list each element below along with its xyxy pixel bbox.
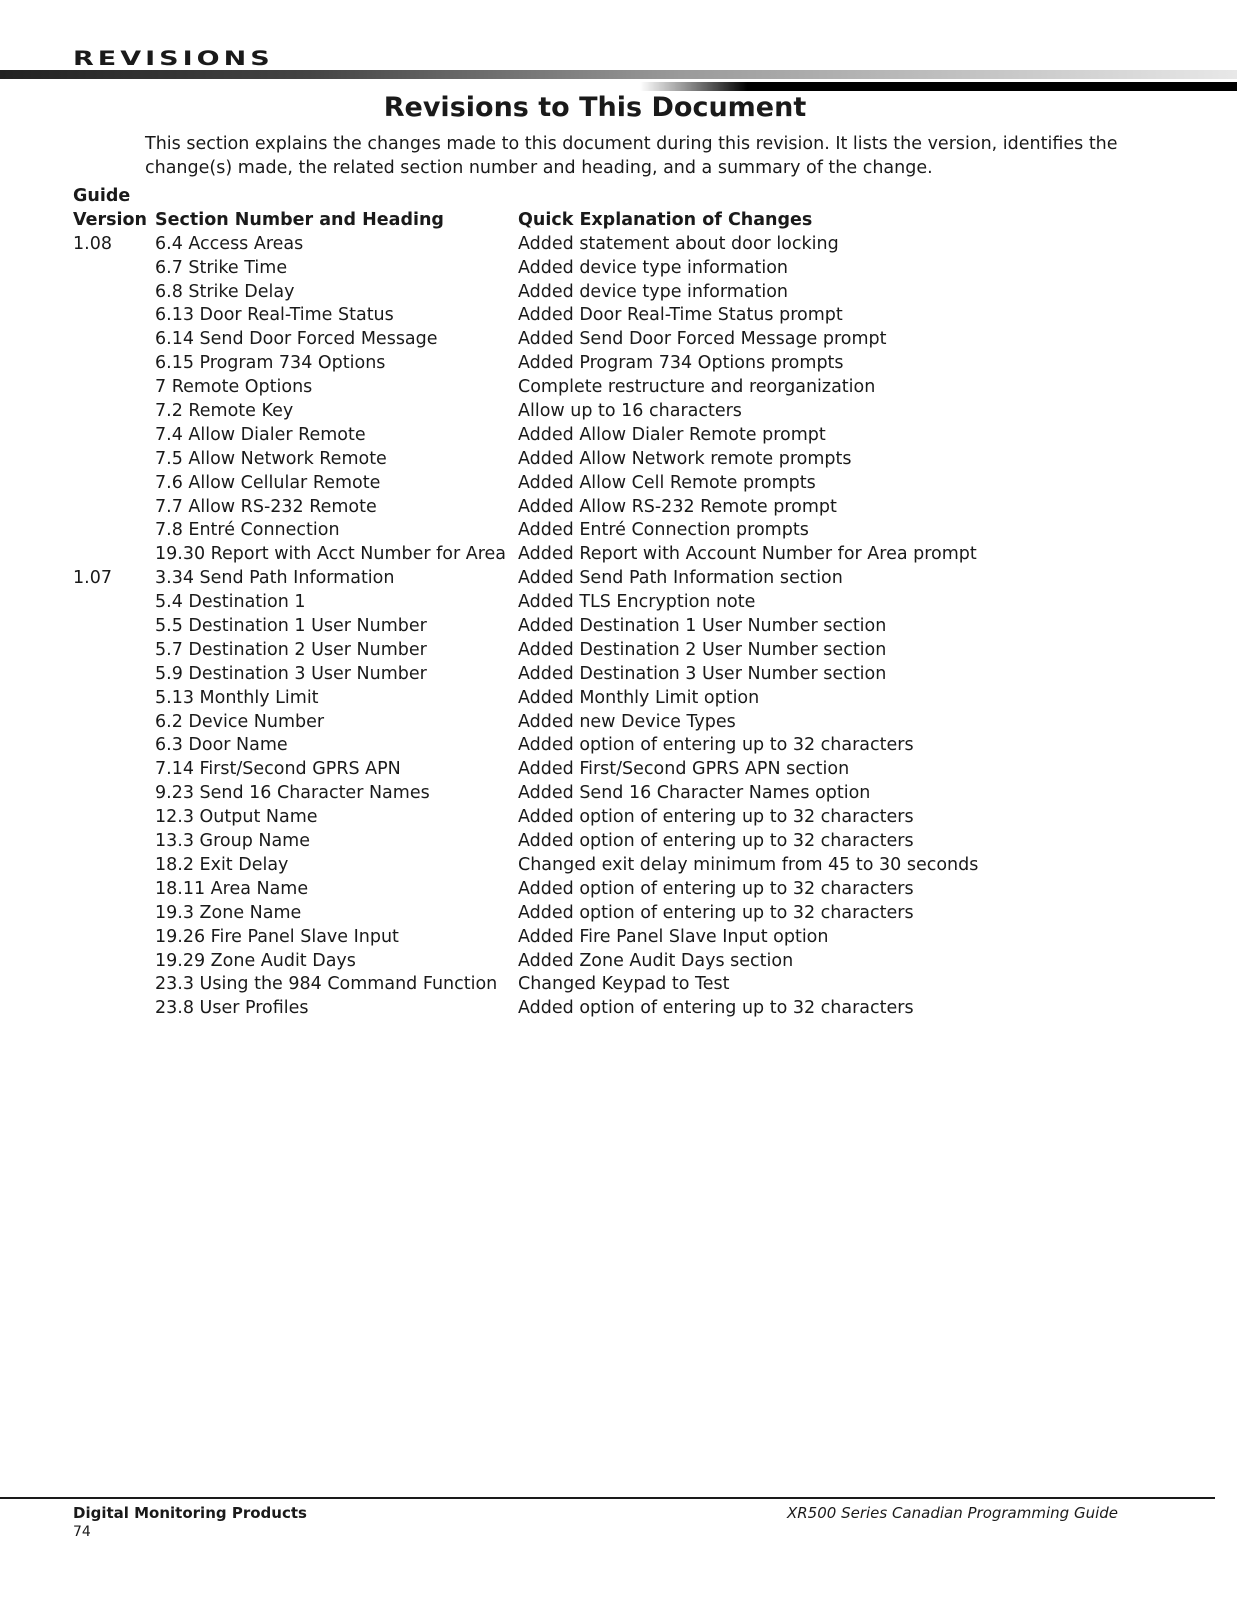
- row-section: 7.7 Allow RS-232 Remote: [155, 496, 377, 517]
- row-explanation: Added Allow Cell Remote prompts: [518, 472, 816, 493]
- row-section: 19.30 Report with Acct Number for Area: [155, 544, 507, 565]
- column-header-version-line2: Version: [73, 209, 147, 230]
- table-row: [73, 663, 1193, 687]
- column-header-version-line1: Guide: [73, 186, 131, 206]
- table-header-row-1: [73, 185, 1193, 209]
- table-row: [73, 328, 1193, 352]
- table-body: [73, 233, 1193, 1021]
- row-explanation: Added Destination 2 User Number section: [518, 639, 887, 660]
- row-explanation: Added Door Real-Time Status prompt: [518, 305, 843, 326]
- revisions-table: [73, 185, 1193, 1021]
- row-explanation: Added Destination 3 User Number section: [518, 663, 887, 684]
- row-section: 7.4 Allow Dialer Remote: [155, 424, 366, 445]
- row-explanation: Added Report with Account Number for Area prompt: [518, 544, 977, 565]
- table-row: [73, 615, 1193, 639]
- row-explanation: Added First/Second GPRS APN section: [518, 759, 850, 780]
- row-section: 13.3 Group Name: [155, 831, 310, 852]
- row-explanation: Added option of entering up to 32 characters: [518, 998, 914, 1019]
- row-explanation: Added statement about door locking: [518, 233, 839, 254]
- row-explanation: Added Fire Panel Slave Input option: [518, 926, 829, 947]
- table-row: [73, 567, 1193, 591]
- table-row: [73, 639, 1193, 663]
- row-section: 19.26 Fire Panel Slave Input: [155, 926, 399, 947]
- row-explanation: Added Destination 1 User Number section: [518, 616, 887, 637]
- row-section: 19.29 Zone Audit Days: [155, 950, 356, 971]
- row-section: 7.6 Allow Cellular Remote: [155, 472, 381, 493]
- row-explanation: Added Monthly Limit option: [518, 687, 760, 708]
- table-row: [73, 304, 1193, 328]
- row-explanation: Added option of entering up to 32 characters: [518, 878, 914, 899]
- table-row: [73, 591, 1193, 615]
- row-section: 7.2 Remote Key: [155, 401, 294, 422]
- table-row: [73, 424, 1193, 448]
- row-section: 3.34 Send Path Information: [155, 568, 395, 589]
- table-row: [73, 782, 1193, 806]
- row-explanation: Added device type information: [518, 257, 789, 278]
- section-banner: REVISIONS: [73, 47, 274, 70]
- footer-rule: [0, 1497, 1215, 1499]
- row-section: 5.7 Destination 2 User Number: [155, 639, 427, 660]
- row-explanation: Added Send 16 Character Names option: [518, 783, 871, 804]
- table-row: [73, 472, 1193, 496]
- table-row: [73, 926, 1193, 950]
- row-section: 6.2 Device Number: [155, 711, 325, 732]
- intro-paragraph: This section explains the changes made to this document during this revision. It lists the version, identifies the change(s) made, the related section number and heading, and a summary of the change.: [145, 134, 1118, 178]
- row-section: 6.3 Door Name: [155, 735, 288, 756]
- footer-company: Digital Monitoring Products: [73, 1504, 307, 1522]
- table-row: [73, 257, 1193, 281]
- row-explanation: Added new Device Types: [518, 711, 736, 732]
- row-explanation: Added TLS Encryption note: [518, 592, 756, 613]
- table-row: [73, 400, 1193, 424]
- row-section: 19.3 Zone Name: [155, 902, 302, 923]
- row-version: 1.08: [73, 233, 112, 254]
- footer-guide-title: XR500 Series Canadian Programming Guide: [786, 1504, 1118, 1522]
- table-row: [73, 233, 1193, 257]
- row-explanation: Added option of entering up to 32 characters: [518, 831, 914, 852]
- row-section: 18.11 Area Name: [155, 878, 309, 899]
- table-row: [73, 854, 1193, 878]
- row-explanation: Complete restructure and reorganization: [518, 377, 876, 398]
- row-section: 23.3 Using the 984 Command Function: [155, 974, 498, 995]
- row-explanation: Added device type information: [518, 281, 789, 302]
- row-section: 6.13 Door Real-Time Status: [155, 305, 394, 326]
- row-version: 1.07: [73, 568, 112, 589]
- row-explanation: Added Allow RS-232 Remote prompt: [518, 496, 837, 517]
- row-section: 9.23 Send 16 Character Names: [155, 783, 430, 804]
- row-section: 6.4 Access Areas: [155, 233, 304, 254]
- row-explanation: Added option of entering up to 32 characters: [518, 807, 914, 828]
- table-row: [73, 950, 1193, 974]
- row-section: 18.2 Exit Delay: [155, 854, 289, 875]
- table-row: [73, 997, 1193, 1021]
- table-row: [73, 376, 1193, 400]
- row-explanation: Changed Keypad to Test: [518, 974, 730, 995]
- row-explanation: Added option of entering up to 32 characters: [518, 902, 914, 923]
- table-row: [73, 973, 1193, 997]
- row-section: 23.8 User Profiles: [155, 998, 309, 1019]
- table-row: [73, 806, 1193, 830]
- column-header-section: Section Number and Heading: [155, 209, 444, 230]
- row-explanation: Added option of entering up to 32 characters: [518, 735, 914, 756]
- row-section: 6.7 Strike Time: [155, 257, 288, 278]
- header-gradient-rule: [0, 70, 1237, 79]
- table-header-row-2: [73, 209, 1193, 233]
- row-section: 5.5 Destination 1 User Number: [155, 616, 427, 637]
- row-section: 5.4 Destination 1: [155, 592, 306, 613]
- row-explanation: Added Send Path Information section: [518, 568, 843, 589]
- table-row: [73, 758, 1193, 782]
- row-explanation: Changed exit delay minimum from 45 to 30 seconds: [518, 854, 979, 875]
- table-row: [73, 448, 1193, 472]
- row-section: 12.3 Output Name: [155, 807, 318, 828]
- table-row: [73, 902, 1193, 926]
- table-row: [73, 352, 1193, 376]
- row-section: 7 Remote Options: [155, 377, 313, 398]
- row-explanation: Added Allow Dialer Remote prompt: [518, 424, 826, 445]
- table-row: [73, 543, 1193, 567]
- row-section: 6.8 Strike Delay: [155, 281, 295, 302]
- table-row: [73, 281, 1193, 305]
- row-explanation: Added Program 734 Options prompts: [518, 353, 844, 374]
- table-row: [73, 519, 1193, 543]
- table-row: [73, 711, 1193, 735]
- column-header-explanation: Quick Explanation of Changes: [518, 209, 813, 230]
- row-section: 7.14 First/Second GPRS APN: [155, 759, 401, 780]
- row-section: 5.9 Destination 3 User Number: [155, 663, 427, 684]
- footer-page-number: 74: [73, 1524, 91, 1540]
- row-section: 7.8 Entré Connection: [155, 520, 340, 541]
- page-header: [0, 0, 1237, 95]
- row-section: 7.5 Allow Network Remote: [155, 448, 387, 469]
- table-row: [73, 496, 1193, 520]
- row-explanation: Added Zone Audit Days section: [518, 950, 794, 971]
- row-section: 6.14 Send Door Forced Message: [155, 329, 438, 350]
- row-section: 6.15 Program 734 Options: [155, 353, 386, 374]
- row-explanation: Added Allow Network remote prompts: [518, 448, 852, 469]
- row-explanation: Allow up to 16 characters: [518, 401, 742, 422]
- page-title: Revisions to This Document: [383, 92, 807, 123]
- table-row: [73, 878, 1193, 902]
- table-row: [73, 830, 1193, 854]
- header-black-rule: [640, 82, 1237, 91]
- row-section: 5.13 Monthly Limit: [155, 687, 319, 708]
- row-explanation: Added Send Door Forced Message prompt: [518, 329, 887, 350]
- table-row: [73, 734, 1193, 758]
- table-row: [73, 687, 1193, 711]
- row-explanation: Added Entré Connection prompts: [518, 520, 809, 541]
